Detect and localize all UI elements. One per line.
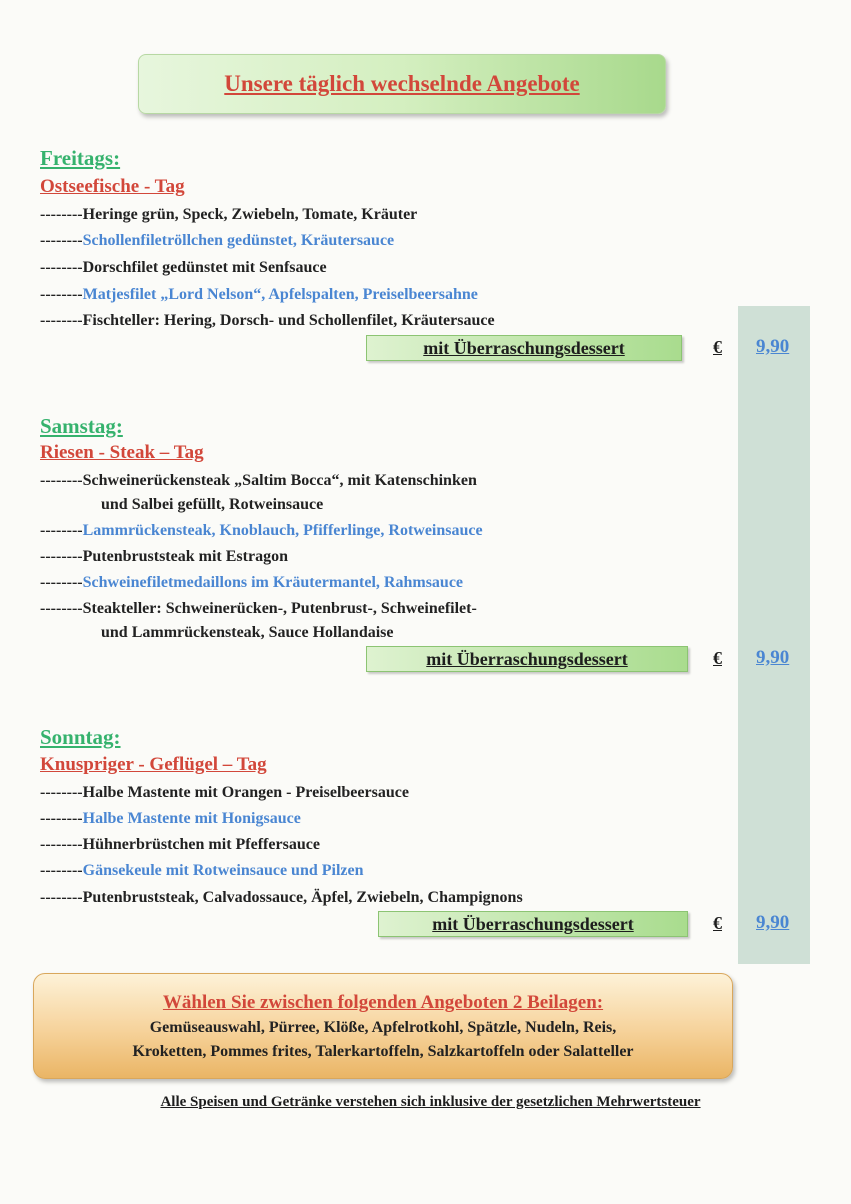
item-dash: --------	[40, 232, 83, 249]
menu-item	[40, 889, 523, 907]
price-saturday: 9,90	[756, 647, 790, 668]
item-dash: --------	[40, 286, 83, 303]
currency-symbol: €	[713, 337, 722, 357]
tax-note: Alle Speisen und Getränke verstehen sich inklusive der gesetzlichen Mehrwertsteuer	[160, 1094, 701, 1110]
price-sunday: 9,90	[756, 912, 790, 933]
item-text: Schollenfiletröllchen gedünstet, Kräutersauce	[82, 232, 395, 249]
side-dishes-box	[33, 973, 733, 1079]
item-text: Heringe grün, Speck, Zwiebeln, Tomate, Kräuter	[82, 206, 418, 223]
day-heading-friday: Freitags:	[40, 146, 121, 170]
menu-item	[40, 232, 394, 250]
dessert-label: mit Überraschungsdessert	[432, 913, 634, 934]
item-dash: --------	[40, 862, 83, 879]
menu-item	[40, 522, 483, 540]
dessert-label: mit Überraschungsdessert	[426, 648, 628, 669]
dessert-label-box	[378, 911, 688, 937]
dessert-label: mit Überraschungsdessert	[423, 337, 625, 358]
item-text: Fischteller: Hering, Dorsch- und Schollenfilet, Kräutersauce	[82, 312, 495, 329]
item-dash: --------	[40, 472, 83, 489]
menu-item-continuation: und Lammrückensteak, Sauce Hollandaise	[101, 624, 394, 641]
day-heading-saturday: Samstag:	[40, 414, 123, 438]
header-banner	[138, 54, 666, 114]
item-dash: --------	[40, 312, 83, 329]
item-dash: --------	[40, 574, 83, 591]
menu-item	[40, 574, 463, 592]
item-dash: --------	[40, 784, 83, 801]
theme-heading-saturday: Riesen - Steak – Tag	[40, 442, 204, 463]
menu-item	[40, 259, 327, 277]
menu-item	[40, 600, 477, 618]
menu-item	[40, 286, 478, 304]
menu-item	[40, 810, 301, 828]
theme-heading-friday: Ostseefische - Tag	[40, 176, 185, 197]
day-heading-sunday: Sonntag:	[40, 725, 121, 749]
item-dash: --------	[40, 889, 83, 906]
item-text: Putenbruststeak, Calvadossauce, Äpfel, Zwiebeln, Champignons	[82, 889, 523, 906]
item-dash: --------	[40, 206, 83, 223]
item-text: Schweinefiletmedaillons im Kräutermantel, Rahmsauce	[82, 574, 464, 591]
item-text: Matjesfilet „Lord Nelson“, Apfelspalten, Preiselbeersahne	[82, 286, 478, 303]
item-text: Gänsekeule mit Rotweinsauce und Pilzen	[82, 862, 364, 879]
menu-item	[40, 862, 364, 880]
currency-symbol: €	[713, 913, 722, 933]
side-dishes-line: Kroketten, Pommes frites, Talerkartoffeln, Salzkartoffeln oder Salatteller	[132, 1043, 634, 1060]
page-title: Unsere täglich wechselnde Angebote	[224, 71, 580, 96]
item-text: Putenbruststeak mit Estragon	[82, 548, 288, 565]
item-dash: --------	[40, 836, 83, 853]
menu-item	[40, 206, 417, 224]
menu-item	[40, 836, 320, 854]
item-text: Lammrückensteak, Knoblauch, Pfifferlinge, Rotweinsauce	[82, 522, 483, 539]
item-text: Dorschfilet gedünstet mit Senfsauce	[82, 259, 327, 276]
item-dash: --------	[40, 810, 83, 827]
item-text: Halbe Mastente mit Honigsauce	[82, 810, 301, 827]
menu-item-continuation: und Salbei gefüllt, Rotweinsauce	[101, 496, 324, 513]
currency-symbol: €	[713, 648, 722, 668]
menu-item	[40, 784, 409, 802]
side-dishes-title: Wählen Sie zwischen folgenden Angeboten 2 Beilagen:	[162, 992, 604, 1013]
item-dash: --------	[40, 259, 83, 276]
side-dishes-line: Gemüseauswahl, Pürree, Klöße, Apfelrotkohl, Spätzle, Nudeln, Reis,	[149, 1019, 617, 1036]
item-dash: --------	[40, 548, 83, 565]
item-text: Steakteller: Schweinerücken-, Putenbrust-, Schweinefilet-	[82, 600, 477, 617]
item-dash: --------	[40, 600, 83, 617]
menu-item	[40, 548, 288, 566]
dessert-label-box	[366, 335, 682, 361]
dessert-label-box	[366, 646, 688, 672]
price-column-background	[738, 306, 810, 964]
item-dash: --------	[40, 522, 83, 539]
theme-heading-sunday: Knuspriger - Geflügel – Tag	[40, 754, 267, 775]
item-text: Halbe Mastente mit Orangen - Preiselbeersauce	[82, 784, 409, 801]
menu-item	[40, 312, 495, 330]
menu-item	[40, 472, 477, 490]
item-text: Schweinerückensteak „Saltim Bocca“, mit Katenschinken	[82, 472, 477, 489]
item-text: Hühnerbrüstchen mit Pfeffersauce	[82, 836, 320, 853]
price-friday: 9,90	[756, 336, 790, 357]
